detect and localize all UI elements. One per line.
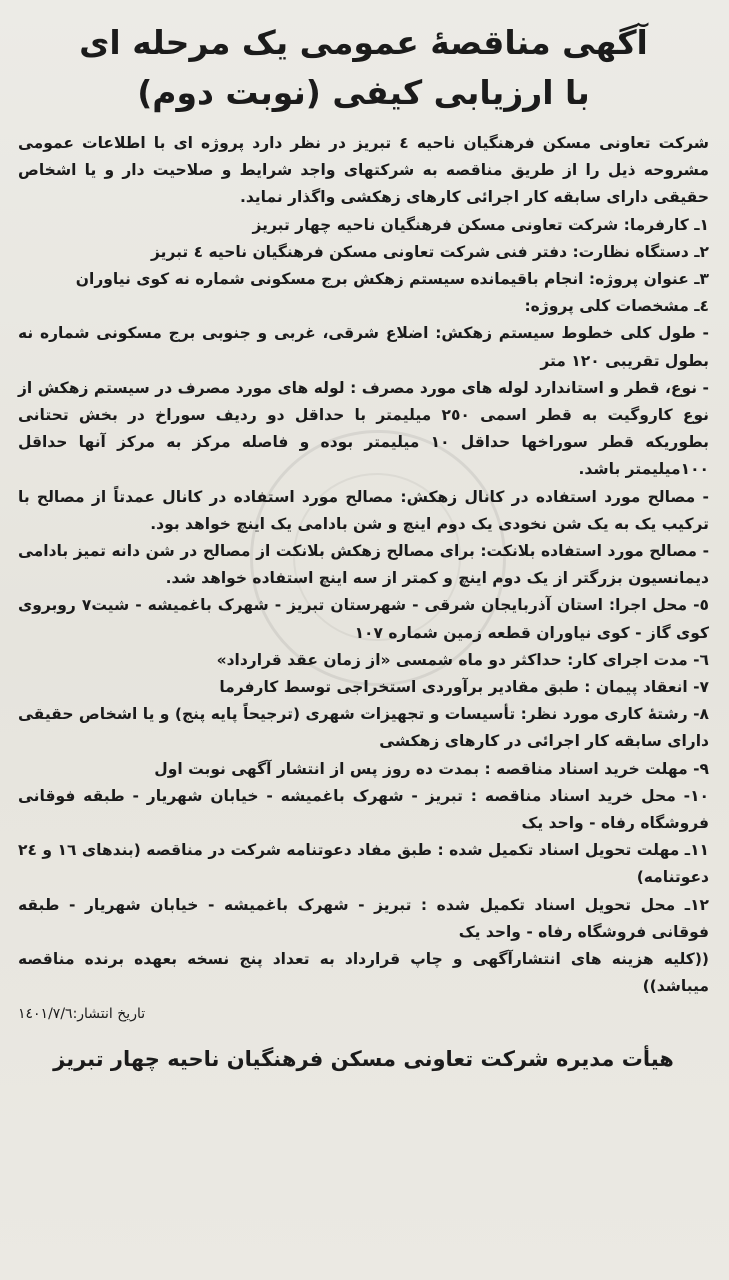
notice-body [18, 130, 709, 1001]
notice-subtitle: با ارزیابی کیفی (نوبت دوم) [137, 73, 590, 112]
item-contract: ٧- انعقاد پیمان : طبق مقادیر برآوردی استخراجی توسط کارفرما [219, 678, 709, 697]
item-employer: ١ـ کارفرما: شرکت تعاونی مسکن فرهنگیان ناحیه چهار تبریز [252, 215, 709, 234]
spec-length: - طول کلی خطوط سیستم زهکش: اضلاع شرقی، غربی و جنوبی برج مسکونی شماره نه بطول تقریبی ١٢٠ متر [18, 324, 709, 370]
closing-note: ((کلیه هزینه های انتشارآگهی و چاپ قرارداد به تعداد پنج نسخه بعهده برنده مناقصه میباشد)) [18, 950, 709, 996]
spec-pipes: - نوع، قطر و استاندارد لوله های مورد مصرف : لوله های مورد مصرف در سیستم زهکش از نوع کاروگیت به قطر اسمی ٢٥٠ میلیمتر با حداقل دو ردیف سوراخ در بخش تحتانی بطوریکه قطر سوراخها حداقل ١٠ میلیمتر بوده و فاصله مرکز به مرکز آنها حداقل ١٠٠میلیمتر باشد. [18, 378, 709, 479]
date-row [18, 1001, 709, 1028]
spec-blanket-materials: - مصالح مورد استفاده بلانکت: برای مصالح زهکش بلانکت از مصالح در شن دانه تمیز بادامی دیمانسیون بزرگتر از یک دوم اینچ و کمتر از سه اینچ استفاده خواهد شد. [18, 542, 709, 588]
spec-channel-materials: - مصالح مورد استفاده در کانال زهکش: مصالح مورد استفاده در کانال عمدتاً از مصالح با ترکیب یک به یک شن نخودی یک دوم اینچ و شن بادامی یک اینچ خواهد بود. [18, 487, 709, 533]
notice-signature: هیأت مدیره شرکت تعاونی مسکن فرهنگیان ناحیه چهار تبریز [53, 1046, 674, 1071]
publish-date: تاریخ انتشار:١٤٠١/٧/٦ [18, 1005, 146, 1022]
item-location: ٥- محل اجرا: استان آذربایجان شرقی - شهرستان تبریز - شهرک باغمیشه - شیت٧ روبروی کوی گاز - کوی نیاوران قطعه زمین شماره ١٠٧ [18, 596, 709, 642]
intro-paragraph: شرکت تعاونی مسکن فرهنگیان ناحیه ٤ تبریز در نظر دارد پروژه ای با اطلاعات عمومی مشروحه ذیل را از طریق مناقصه به شرکتهای واجد شرایط و صلاحیت دار و یا اشخاص حقیقی دارای سابقه کار اجرائی کارهای زهکشی واگذار نماید. [18, 134, 709, 207]
item-supervisor: ٢ـ دستگاه نظارت: دفتر فنی شرکت تعاونی مسکن فرهنگیان ناحیه ٤ تبریز [151, 242, 709, 261]
item-project-title: ٣ـ عنوان پروژه: انجام باقیمانده سیستم زهکش برج مسکونی شماره نه کوی نیاوران [75, 270, 709, 289]
item-delivery-deadline: ١١ـ مهلت تحویل اسناد تکمیل شده : طبق مفاد دعوتنامه شرکت در مناقصه (بندهای ١٦ و ٢٤ دعوتنامه) [18, 841, 709, 887]
notice-title: آگهی مناقصۀ عمومی یک مرحله ای [79, 23, 648, 62]
item-delivery-location: ١٢ـ محل تحویل اسناد تکمیل شده : تبریز - شهرک باغمیشه - خیابان شهریار - طبقه فوقانی فروشگاه رفاه - واحد یک [18, 895, 709, 941]
item-purchase-location: ١٠- محل خرید اسناد مناقصه : تبریز - شهرک باغمیشه - خیابان شهریار - طبقه فوقانی فروشگاه رفاه - واحد یک [18, 786, 709, 833]
item-purchase-deadline: ٩- مهلت خرید اسناد مناقصه : بمدت ده روز پس از انتشار آگهی نوبت اول [154, 759, 709, 778]
item-duration: ٦- مدت اجرای کار: حداکثر دو ماه شمسی «از زمان عقد قرارداد» [216, 650, 709, 669]
item-project-specs: ٤ـ مشخصات کلی پروژه: [524, 297, 709, 316]
item-field: ٨- رشتۀ کاری مورد نظر: تأسیسات و تجهیزات شهری (ترجیحاً پایه پنج) و یا اشخاص حقیقی دارای سابقه کار اجرائی در کارهای زهکشی [18, 705, 709, 751]
